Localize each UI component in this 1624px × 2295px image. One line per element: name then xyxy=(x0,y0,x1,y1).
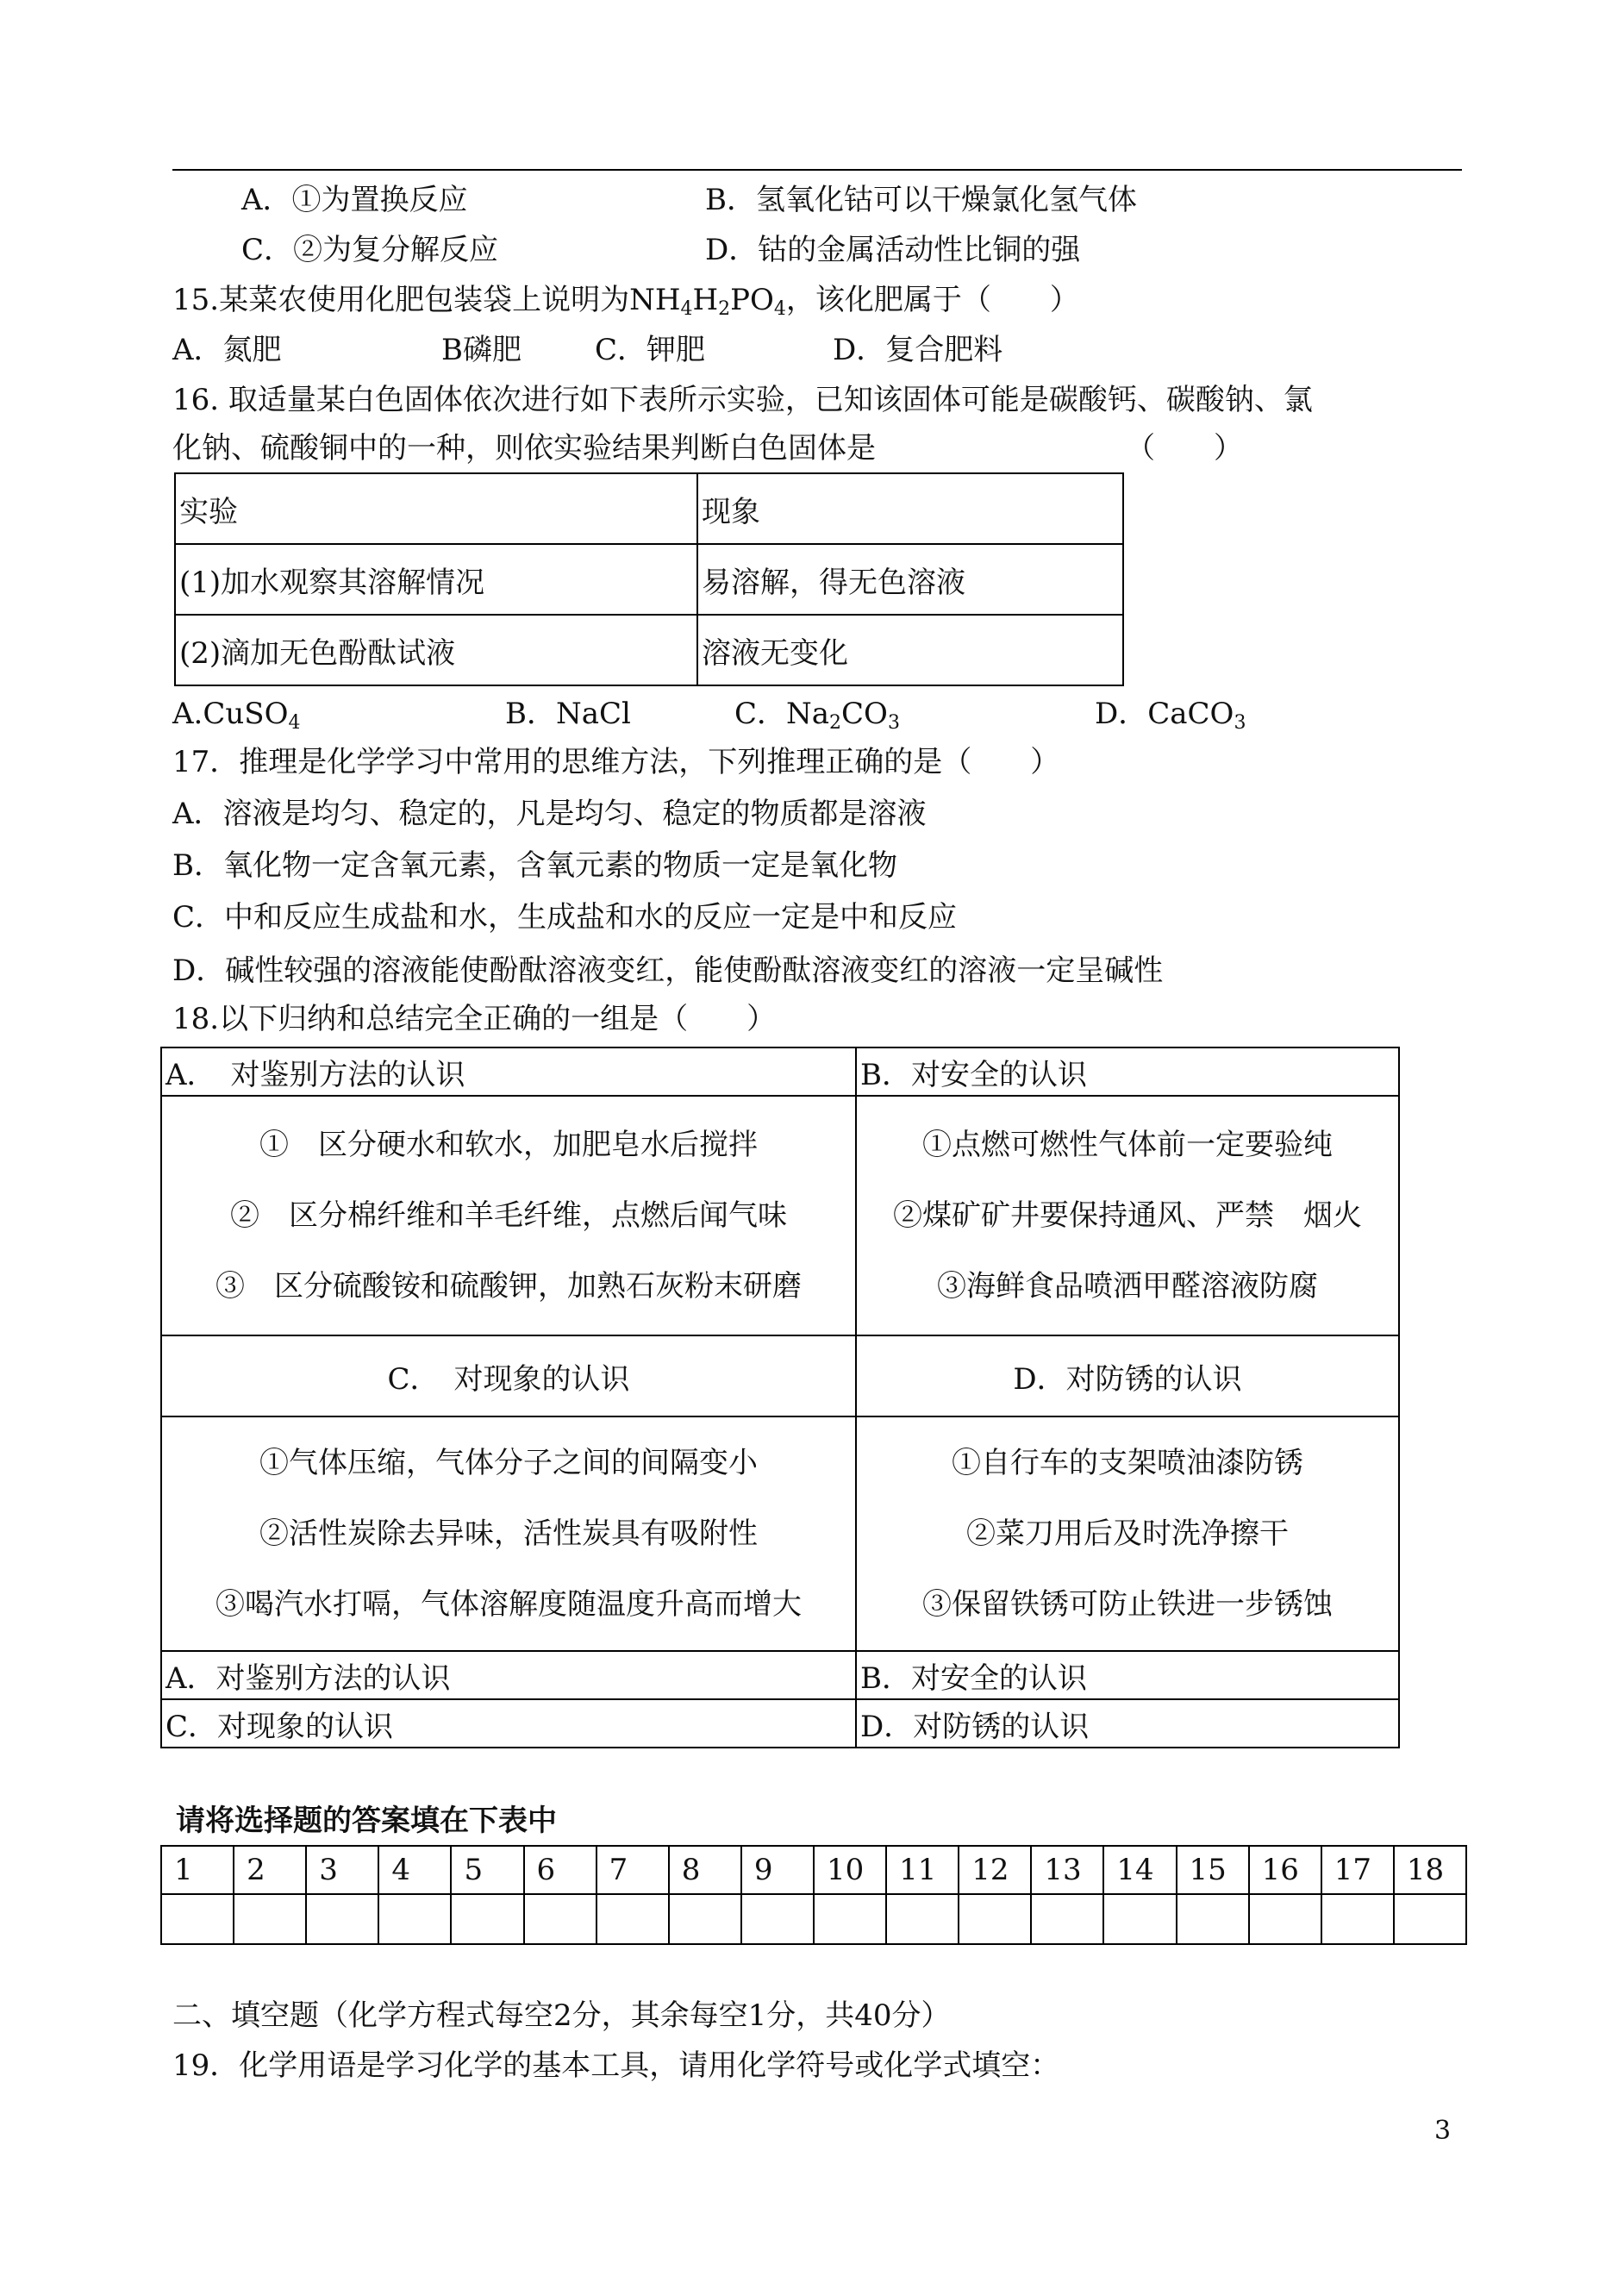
answer-number-cell: 8 xyxy=(669,1846,741,1894)
q14-option-d: D．钴的金属活动性比铜的强 xyxy=(705,233,1081,267)
group-a-item: ③ 区分硫酸铵和硫酸钾，加熟石灰粉末研磨 xyxy=(215,1269,802,1304)
group-d-item: ①自行车的支架喷油漆防锈 xyxy=(952,1446,1303,1480)
table-row xyxy=(175,544,1123,615)
q15-option-c: C．钾肥 xyxy=(595,333,706,367)
q16-option-b: B．NaCl xyxy=(505,697,631,731)
group-b-items xyxy=(856,1096,1399,1335)
group-a-item: ① 区分硬水和软水，加肥皂水后搅拌 xyxy=(259,1128,758,1162)
answer-input-cell[interactable] xyxy=(451,1894,523,1944)
table-cell: 易溶解，得无色溶液 xyxy=(697,544,1123,615)
group-b-title: B．对安全的认识 xyxy=(856,1047,1399,1096)
answer-number-cell: 10 xyxy=(814,1846,886,1894)
answer-input-cell[interactable] xyxy=(1249,1894,1321,1944)
q17-stem: 17．推理是化学学习中常用的思维方法，下列推理正确的是（ ） xyxy=(172,745,1060,779)
group-c-items xyxy=(161,1416,856,1651)
table-row xyxy=(161,1651,1399,1699)
q14-option-a: A．①为置换反应 xyxy=(241,183,468,217)
answer-input-cell[interactable] xyxy=(1394,1894,1466,1944)
answer-table xyxy=(160,1845,1467,1945)
answer-input-cell[interactable] xyxy=(959,1894,1031,1944)
section-heading: 二、填空题（化学方程式每空2分，其余每空1分，共40分） xyxy=(172,1998,951,2033)
q18-stem: 18.以下归纳和总结完全正确的一组是（ ） xyxy=(172,1002,777,1036)
answer-number-cell: 1 xyxy=(161,1846,234,1894)
q16-option-a: A.CuSO$_4$ xyxy=(172,697,301,734)
table-row xyxy=(161,1047,1399,1096)
answer-input-cell[interactable] xyxy=(1031,1894,1103,1944)
q15-option-b: B磷肥 xyxy=(441,333,522,367)
table-row xyxy=(161,1416,1399,1651)
group-a-title: A． 对鉴别方法的认识 xyxy=(161,1047,856,1096)
answer-number-cell: 15 xyxy=(1177,1846,1249,1894)
answer-input-cell[interactable] xyxy=(161,1894,234,1944)
answer-input-cell[interactable] xyxy=(814,1894,886,1944)
answer-input-cell[interactable] xyxy=(1103,1894,1176,1944)
table-cell: 溶液无变化 xyxy=(697,615,1123,685)
answer-number-cell: 9 xyxy=(741,1846,814,1894)
table-row xyxy=(161,1096,1399,1335)
answer-number-cell: 2 xyxy=(234,1846,306,1894)
group-d-items xyxy=(856,1416,1399,1651)
page-number: 3 xyxy=(1434,2116,1452,2146)
q17-option-a: A．溶液是均匀、稳定的，凡是均匀、稳定的物质都是溶液 xyxy=(172,797,927,831)
q18-summary-table xyxy=(160,1047,1400,1748)
answer-input-cell[interactable] xyxy=(669,1894,741,1944)
answer-blank-row xyxy=(161,1894,1466,1944)
answer-number-cell: 6 xyxy=(524,1846,597,1894)
header-rule xyxy=(172,169,1462,171)
answer-number-cell: 5 xyxy=(451,1846,523,1894)
q15-stem xyxy=(172,281,1079,319)
answer-number-cell: 3 xyxy=(306,1846,378,1894)
answer-input-cell[interactable] xyxy=(1177,1894,1249,1944)
group-b-item: ③海鲜食品喷洒甲醛溶液防腐 xyxy=(937,1269,1318,1304)
table-cell: (2)滴加无色酚酞试液 xyxy=(175,615,697,685)
group-c-item: ②活性炭除去异味，活性炭具有吸附性 xyxy=(259,1516,758,1551)
answer-input-cell[interactable] xyxy=(597,1894,669,1944)
answer-number-cell: 18 xyxy=(1394,1846,1466,1894)
q17-option-d: D．碱性较强的溶液能使酚酞溶液变红，能使酚酞溶液变红的溶液一定呈碱性 xyxy=(172,954,1164,988)
q16-option-c: C．$Na_2CO_3$ xyxy=(734,697,900,734)
answer-number-cell: 4 xyxy=(378,1846,451,1894)
answer-number-cell: 12 xyxy=(959,1846,1031,1894)
q16-stem-line2: 化钠、硫酸铜中的一种，则依实验结果判断白色固体是 xyxy=(172,431,876,466)
table-header-phenomenon: 现象 xyxy=(697,473,1123,544)
answer-number-cell: 7 xyxy=(597,1846,669,1894)
answer-input-cell[interactable] xyxy=(306,1894,378,1944)
q15-option-d: D．复合肥料 xyxy=(833,333,1003,367)
group-b-item: ②煤矿矿井要保持通风、严禁 烟火 xyxy=(893,1198,1362,1233)
answer-input-cell[interactable] xyxy=(741,1894,814,1944)
answer-input-cell[interactable] xyxy=(378,1894,451,1944)
q14-option-c: C．②为复分解反应 xyxy=(241,233,499,267)
table-row xyxy=(175,615,1123,685)
q17-option-b: B．氧化物一定含氧元素，含氧元素的物质一定是氧化物 xyxy=(172,848,897,883)
table-row xyxy=(161,1335,1399,1416)
answer-number-cell: 16 xyxy=(1249,1846,1321,1894)
q18-option-c: C．对现象的认识 xyxy=(161,1699,856,1748)
answer-input-cell[interactable] xyxy=(234,1894,306,1944)
answer-number-cell: 17 xyxy=(1321,1846,1394,1894)
q15-formula: $NH_4H_2PO_4$ xyxy=(629,283,786,320)
table-cell: (1)加水观察其溶解情况 xyxy=(175,544,697,615)
group-d-item: ③保留铁锈可防止铁进一步锈蚀 xyxy=(922,1587,1333,1622)
table-row xyxy=(175,473,1123,544)
group-b-item: ①点燃可燃性气体前一定要验纯 xyxy=(922,1128,1333,1162)
group-c-title: C． 对现象的认识 xyxy=(161,1335,856,1416)
table-header-experiment: 实验 xyxy=(175,473,697,544)
q16-blank: （ ） xyxy=(1126,431,1243,466)
answer-number-cell: 11 xyxy=(886,1846,959,1894)
answer-number-cell: 14 xyxy=(1103,1846,1176,1894)
q19-stem: 19．化学用语是学习化学的基本工具，请用化学符号或化学式填空： xyxy=(172,2048,1060,2083)
q15-option-a: A．氮肥 xyxy=(172,333,282,367)
answer-input-cell[interactable] xyxy=(886,1894,959,1944)
group-d-title: D．对防锈的认识 xyxy=(856,1335,1399,1416)
answer-table-title: 请将选择题的答案填在下表中 xyxy=(176,1804,557,1838)
group-d-item: ②菜刀用后及时洗净擦干 xyxy=(966,1516,1289,1551)
group-c-item: ①气体压缩，气体分子之间的间隔变小 xyxy=(259,1446,758,1480)
q14-option-b: B．氢氧化钴可以干燥氯化氢气体 xyxy=(705,183,1137,217)
q17-option-c: C．中和反应生成盐和水，生成盐和水的反应一定是中和反应 xyxy=(172,900,958,935)
q16-experiment-table xyxy=(174,472,1124,686)
group-c-item: ③喝汽水打嗝，气体溶解度随温度升高而增大 xyxy=(215,1587,802,1622)
q16-option-d: D．CaCO$_3$ xyxy=(1095,697,1246,734)
answer-input-cell[interactable] xyxy=(524,1894,597,1944)
answer-input-cell[interactable] xyxy=(1321,1894,1394,1944)
q18-option-a: A．对鉴别方法的认识 xyxy=(161,1651,856,1699)
q18-option-d: D．对防锈的认识 xyxy=(856,1699,1399,1748)
answer-number-row xyxy=(161,1846,1466,1894)
q18-option-b: B．对安全的认识 xyxy=(856,1651,1399,1699)
table-row xyxy=(161,1699,1399,1748)
group-a-item: ② 区分棉纤维和羊毛纤维，点燃后闻气味 xyxy=(230,1198,787,1233)
q16-stem-line1: 16. 取适量某白色固体依次进行如下表所示实验，已知该固体可能是碳酸钙、碳酸钠、氯 xyxy=(172,383,1313,417)
q15-stem-prefix: 15.某菜农使用化肥包装袋上说明为 xyxy=(172,283,630,317)
group-a-items xyxy=(161,1096,856,1335)
q15-stem-suffix: ，该化肥属于（ ） xyxy=(785,283,1079,317)
answer-number-cell: 13 xyxy=(1031,1846,1103,1894)
